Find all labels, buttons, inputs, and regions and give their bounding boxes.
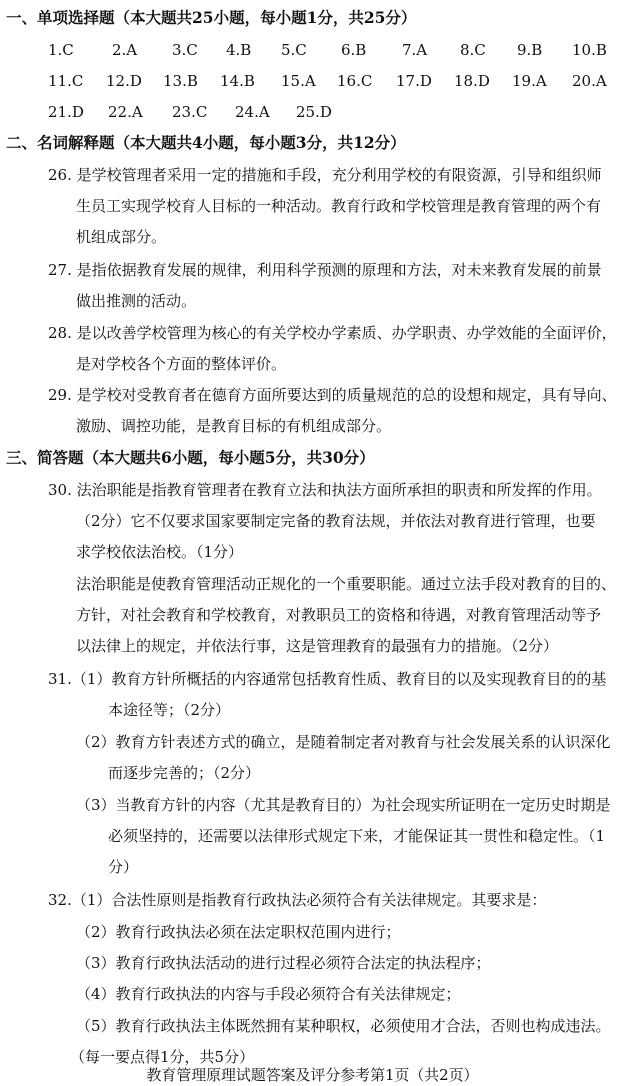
text-line: 本途径等；（2分） (108, 701, 231, 719)
text-line: （2分）它不仅要求国家要制定完备的教育法规，并依法对教育进行管理，也要 (76, 512, 596, 530)
answer-6: 6.B (341, 41, 367, 59)
answer-19: 19.A (512, 72, 547, 90)
answer-21: 21.D (48, 103, 84, 121)
text-line: 32.（1）合法性原则是指教育行政执法必须符合有关法律规定。其要求是： (48, 891, 547, 909)
text-line: 激励、调控功能，是教育目标的有机组成部分。 (76, 417, 392, 435)
answer-14: 14.B (220, 72, 255, 90)
text-line: 是对学校各个方面的整体评价。 (76, 355, 287, 373)
page-footer: 教育管理原理试题答案及评分参考第1页（共2页） (146, 1066, 479, 1084)
answer-7: 7.A (402, 41, 428, 59)
text-line: 28. 是以改善学校管理为核心的有关学校办学素质、办学职责、办学效能的全面评价， (48, 324, 617, 342)
text-line: 以法律上的规定，并依法行事，这是管理教育的最强有力的措施。（2分） (76, 637, 559, 655)
text-line: （4）教育行政执法的内容与手段必须符合有关法律规定； (76, 985, 461, 1003)
answer-8: 8.C (460, 41, 486, 59)
text-line: 29. 是学校对受教育者在德育方面所要达到的质量规范的总的设想和规定，具有导向、 (48, 386, 617, 404)
answer-5: 5.C (281, 41, 307, 59)
text-line: 30. 法治职能是指教育管理者在教育立法和执法方面所承担的职责和所发挥的作用。 (48, 481, 602, 499)
answer-10: 10.B (572, 41, 607, 59)
answer-12: 12.D (106, 72, 142, 90)
text-line: 法治职能是使教育管理活动正规化的一个重要职能。通过立法手段对教育的目的、 (76, 575, 617, 593)
text-line: 而逐步完善的；（2分） (108, 764, 261, 782)
answer-18: 18.D (454, 72, 490, 90)
answer-17: 17.D (396, 72, 432, 90)
answer-3: 3.C (172, 41, 198, 59)
text-line: 做出推测的活动。 (76, 292, 197, 310)
text-line: （3）教育行政执法活动的进行过程必须符合法定的执法程序； (76, 954, 491, 972)
answer-15: 15.A (281, 72, 316, 90)
text-line: 27. 是指依据教育发展的规律，利用科学预测的原理和方法，对未来教育发展的前景 (48, 261, 602, 279)
answer-20: 20.A (572, 72, 607, 90)
text-line: （2）教育行政执法必须在法定职权范围内进行； (76, 923, 401, 941)
text-line: 方针，对社会教育和学校教育，对教职员工的资格和待遇，对教育管理活动等予 (76, 606, 602, 624)
answer-22: 22.A (108, 103, 143, 121)
answer-24: 24.A (235, 103, 270, 121)
text-line: （5）教育行政执法主体既然拥有某种职权，必须使用才合法，否则也构成违法。 (76, 1017, 611, 1035)
text-line: 生员工实现学校育人目标的一种活动。教育行政和学校管理是教育管理的两个有 (76, 197, 602, 215)
section-title-term-definitions: 二、名词解释题（本大题共4小题，每小题3分，共12分） (6, 133, 406, 152)
text-line: （每一要点得1分，共5分） (70, 1048, 255, 1066)
answer-9: 9.B (517, 41, 543, 59)
answer-4: 4.B (226, 41, 252, 59)
text-line: 分） (108, 858, 139, 876)
answer-13: 13.B (163, 72, 198, 90)
answer-16: 16.C (337, 72, 373, 90)
text-line: 必须坚持的，还需要以法律形式规定下来，才能保证其一贯性和稳定性。（1 (108, 827, 606, 845)
answer-25: 25.D (296, 103, 332, 121)
answer-2: 2.A (112, 41, 138, 59)
text-line: （2）教育方针表述方式的确立，是随着制定者对教育与社会发展关系的认识深化 (76, 733, 611, 751)
answer-1: 1.C (48, 41, 74, 59)
answer-23: 23.C (172, 103, 208, 121)
text-line: 26. 是学校管理者采用一定的措施和手段，充分利用学校的有限资源，引导和组织师 (48, 166, 602, 184)
text-line: 31.（1）教育方针所概括的内容通常包括教育性质、教育目的以及实现教育目的的基 (48, 670, 607, 688)
text-line: 机组成部分。 (76, 228, 167, 246)
text-line: （3）当教育方针的内容（尤其是教育目的）为社会现实所证明在一定历史时期是 (76, 796, 611, 814)
section-title-multiple-choice: 一、单项选择题（本大题共25小题，每小题1分，共25分） (6, 8, 417, 27)
section-title-short-answer: 三、简答题（本大题共6小题，每小题5分，共30分） (6, 448, 375, 467)
answer-11: 11.C (48, 72, 84, 90)
text-line: 求学校依法治校。（1分） (76, 543, 244, 561)
